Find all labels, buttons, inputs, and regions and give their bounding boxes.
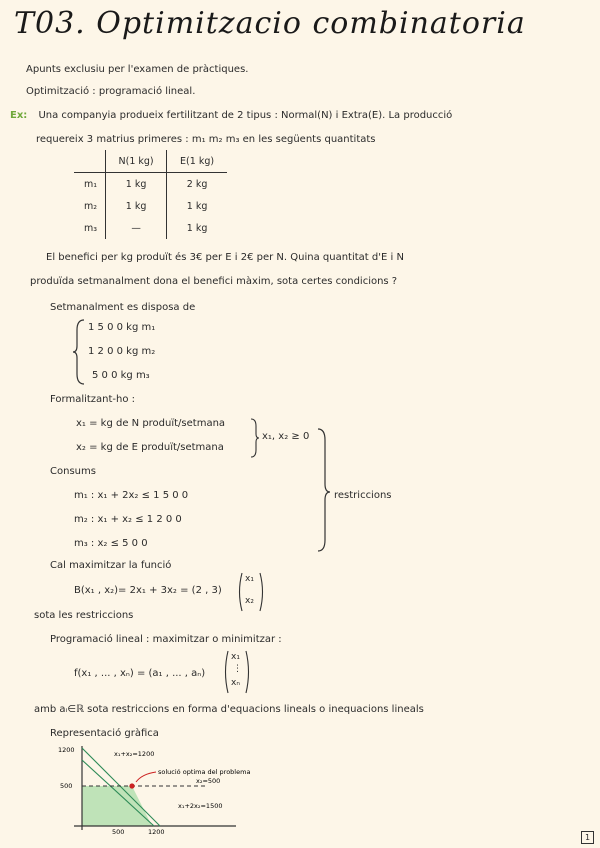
objective-heading: Cal maximitzar la funció <box>50 560 172 571</box>
materials-table <box>74 150 227 239</box>
label-optimum: solució optima del problema <box>158 768 251 776</box>
intro-line-2: Optimització : programació lineal. <box>26 86 196 97</box>
restrictions-brace <box>316 428 332 552</box>
optimum-arrow <box>136 772 156 782</box>
variable-2: x₂ = kg de E produït/setmana <box>76 442 224 453</box>
feasible-region-graph <box>58 744 268 836</box>
table-header-row <box>74 150 227 173</box>
table-cell: 1 kg <box>186 222 208 234</box>
table-row <box>74 195 227 217</box>
table-row <box>74 217 227 239</box>
table-cell: m₁ <box>74 173 106 196</box>
intro-line-1: Apunts exclusiu per l'examen de pràctiques. <box>26 64 249 75</box>
label-line-m2: x₁+x₂=1200 <box>114 750 155 758</box>
y-tick-label: 1200 <box>58 746 75 754</box>
objective-vector-x2: x₂ <box>245 596 254 606</box>
x-tick-label-1: 500 <box>112 828 125 836</box>
weekly-brace <box>72 318 86 386</box>
table-cell: m₂ <box>74 195 106 217</box>
table-header-cell: E(1 kg) <box>167 150 228 173</box>
table-cell: 1 kg <box>106 195 167 217</box>
linear-programming-formula: f(x₁ , ... , xₙ) = (a₁ , ... , aₙ) <box>74 668 206 679</box>
example-block <box>10 110 452 121</box>
table-cell: m₃ <box>74 217 106 239</box>
formulation-heading: Formalitzant-ho : <box>50 394 136 405</box>
page-number: 1 <box>581 831 594 844</box>
variable-1: x₁ = kg de N produït/setmana <box>76 418 226 429</box>
weekly-item-3: 5 0 0 kg m₃ <box>92 370 150 381</box>
constraint-3: m₃ : x₂ ≤ 5 0 0 <box>74 538 148 549</box>
table-cell: 1 kg <box>186 200 208 212</box>
objective-vector-x1: x₁ <box>245 574 254 584</box>
example-label: Ex: <box>10 110 28 121</box>
linear-programming-heading: Programació lineal : maximitzar o minimitzar : <box>50 634 282 645</box>
non-negativity: x₁, x₂ ≥ 0 <box>262 431 310 442</box>
linear-programming-note: amb aᵢ∈ℝ sota restriccions en forma d'equacions lineals o inequacions lineals <box>34 704 424 715</box>
subject-to: sota les restriccions <box>34 610 134 621</box>
label-line-m3: x₂=500 <box>196 777 221 785</box>
table-cell: 1 kg <box>106 173 167 196</box>
weekly-item-1: 1 5 0 0 kg m₁ <box>88 322 156 333</box>
restrictions-label: restriccions <box>334 490 392 501</box>
lp-vector-dots: ⋮ <box>233 664 242 674</box>
example-text-1: Una companyia produeix fertilitzant de 2 tipus : Normal(N) i Extra(E). La producció <box>38 110 453 121</box>
example-text-2: requereix 3 matrius primeres : m₁ m₂ m₃ en les següents quantitats <box>36 134 376 145</box>
variables-brace <box>250 418 260 458</box>
table-header-cell: N(1 kg) <box>106 150 167 173</box>
weekly-heading: Setmanalment es disposa de <box>50 302 196 313</box>
graph-heading: Representació gràfica <box>50 728 159 739</box>
lp-vector-last: xₙ <box>231 678 240 688</box>
optimum-point <box>129 783 134 788</box>
x-tick-label-2: 1200 <box>148 828 165 836</box>
weekly-item-2: 1 2 0 0 kg m₂ <box>88 346 156 357</box>
table-row <box>74 173 227 196</box>
benefit-line-2: produïda setmanalment dona el benefici màxim, sota certes condicions ? <box>30 276 398 287</box>
constraint-1: m₁ : x₁ + 2x₂ ≤ 1 5 0 0 <box>74 490 189 501</box>
benefit-line-1: El benefici per kg produït és 3€ per E i 2€ per N. Quina quantitat d'E i N <box>46 252 404 263</box>
lp-vector-first: x₁ <box>231 652 240 662</box>
constraint-2: m₂ : x₁ + x₂ ≤ 1 2 0 0 <box>74 514 182 525</box>
table-cell: — <box>106 217 167 239</box>
y-mid-label: 500 <box>60 782 73 790</box>
page-title: T03. Optimitzacio combinatoria <box>14 6 526 41</box>
table-header-cell <box>74 150 106 173</box>
table-cell: 2 kg <box>186 178 208 190</box>
consums-heading: Consums <box>50 466 96 477</box>
objective-formula: B(x₁ , x₂)= 2x₁ + 3x₂ = (2 , 3) <box>74 585 222 596</box>
label-line-m1: x₁+2x₂=1500 <box>178 802 223 810</box>
